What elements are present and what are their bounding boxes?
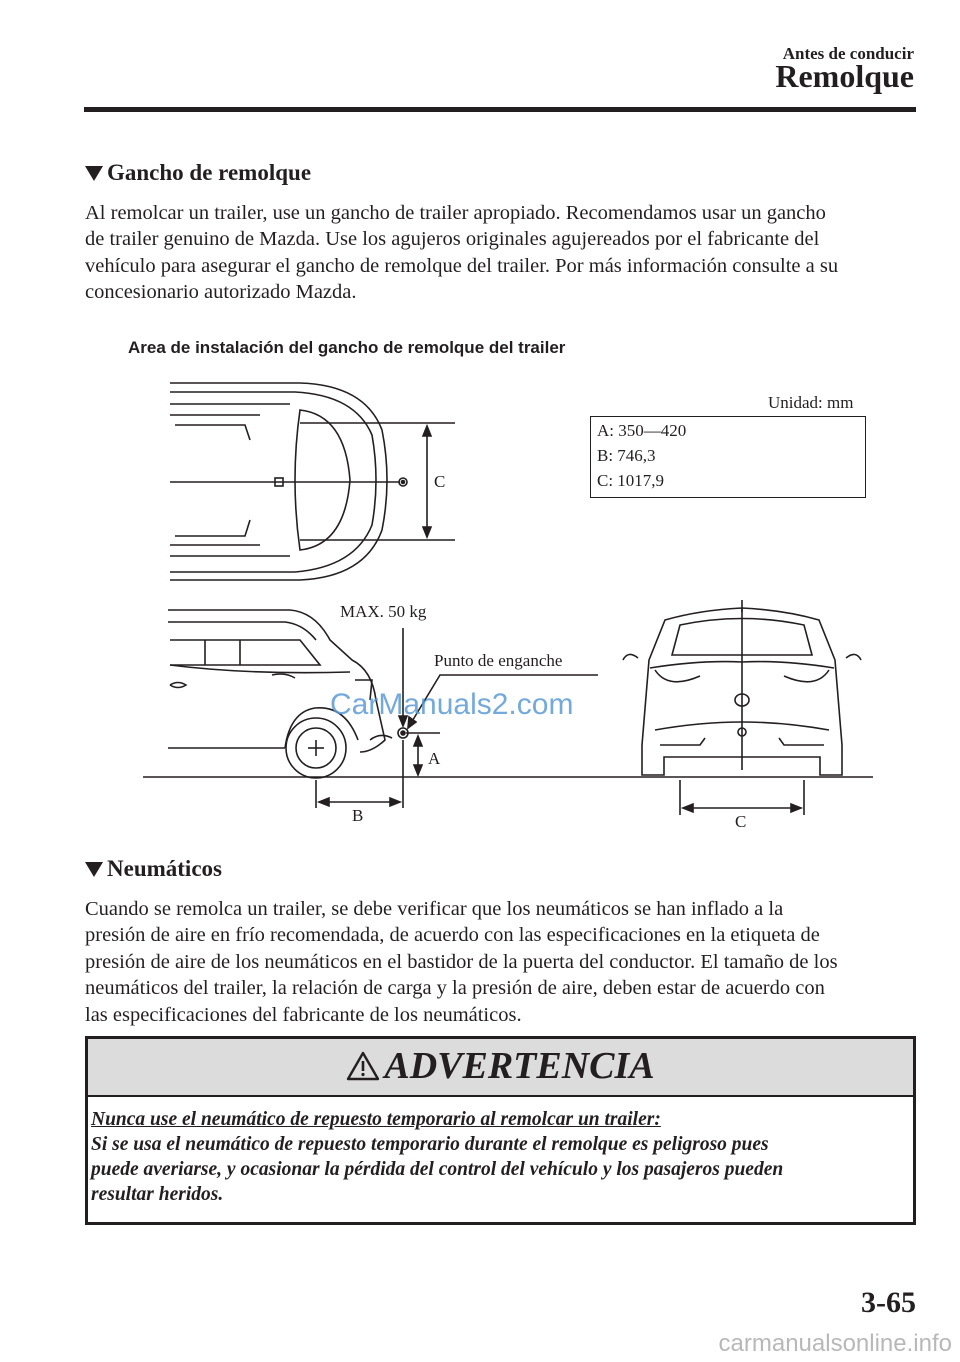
- footer-watermark: carmanualsonline.info: [718, 1330, 952, 1357]
- paragraph-line: Cuando se remolca un trailer, se debe verificar que los neumáticos se han inflado a la: [85, 898, 784, 920]
- max-load-label: MAX. 50 kg: [340, 602, 427, 621]
- paragraph-line: presión de aire en frío recomendada, de acuerdo con las especificaciones en la etiqueta de: [85, 924, 820, 947]
- paragraph-line: vehículo para asegurar el gancho de remolque del trailer. Por más información consulte a su: [85, 254, 839, 277]
- dim-label-c-top: C: [434, 472, 446, 491]
- warning-title-text: ADVERTENCIA: [384, 1045, 655, 1087]
- figure-caption: Area de instalación del gancho de remolque del trailer: [128, 338, 566, 357]
- car-top-view: [170, 383, 407, 580]
- paragraph-line: concesionario autorizado Mazda.: [85, 281, 357, 304]
- section1-paragraph: [85, 200, 925, 306]
- paragraph-line: presión de aire de los neumáticos en el bastidor de la puerta del conductor. El tamaño de los: [85, 950, 838, 973]
- warning-title: [88, 1044, 913, 1088]
- page-title: Remolque: [775, 58, 914, 94]
- dimension-c-rear: [680, 780, 804, 815]
- paragraph-line: neumáticos del trailer, la relación de carga y la presión de aire, deben estar de acuerdo con: [85, 977, 825, 1000]
- paragraph-line: de trailer genuino de Mazda. Use los agujeros originales agujereados por el fabricante del: [85, 228, 820, 251]
- section2-paragraph: [85, 896, 925, 1028]
- warning-text: [91, 1107, 911, 1207]
- triangle-marker-icon: [85, 166, 103, 181]
- spec-c: C: 1017,9: [597, 471, 665, 490]
- unit-label: Unidad: mm: [768, 393, 854, 412]
- warning-triangle-icon: [346, 1051, 380, 1081]
- dim-label-a: A: [428, 749, 441, 768]
- section-title-towhook: [85, 160, 311, 186]
- tow-hook-diagram: [140, 375, 880, 830]
- warning-line: resultar heridos.: [91, 1184, 224, 1205]
- page-number: 3-65: [861, 1286, 916, 1319]
- header-rule: [84, 107, 916, 112]
- warning-line: puede averiarse, y ocasionar la pérdida del control del vehículo y los pasajeros pueden: [91, 1159, 784, 1180]
- paragraph-line: Al remolcar un trailer, use un gancho de trailer apropiado. Recomendamos usar un gancho: [85, 202, 826, 224]
- watermark: CarManuals2.com: [330, 688, 574, 721]
- section-title-text: Gancho de remolque: [107, 160, 312, 185]
- spec-a: A: 350—420: [597, 421, 687, 440]
- spec-b: B: 746,3: [597, 446, 656, 465]
- triangle-marker-icon: [85, 862, 103, 877]
- warning-heading: Nunca use el neumático de repuesto temporario al remolcar un trailer:: [91, 1109, 661, 1130]
- warning-line: Si se usa el neumático de repuesto temporario durante el remolque es peligroso pues: [91, 1134, 769, 1155]
- chapter-label: Antes de conducir: [782, 44, 914, 63]
- section-title-tires: [85, 856, 222, 882]
- section-title-text: Neumáticos: [107, 856, 222, 881]
- paragraph-line: las especificaciones del fabricante de los neumáticos.: [85, 1003, 522, 1026]
- car-rear-view: [623, 600, 861, 775]
- hitch-point-label: Punto de enganche: [434, 651, 563, 670]
- dim-label-c-rear: C: [735, 812, 747, 831]
- dim-label-b: B: [352, 806, 364, 825]
- dimension-b: [316, 740, 403, 808]
